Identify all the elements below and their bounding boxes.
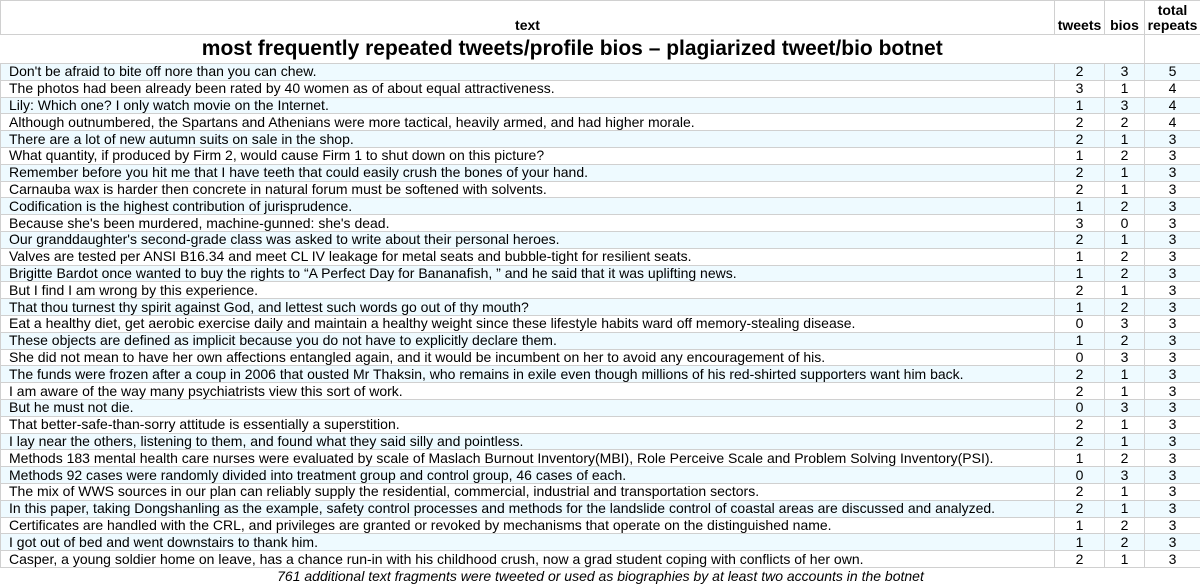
cell-bios: 3 <box>1105 467 1145 484</box>
cell-tweets: 0 <box>1055 349 1105 366</box>
cell-text: Methods 92 cases were randomly divided into treatment group and control group, 46 cases of each. <box>1 467 1055 484</box>
cell-tweets: 1 <box>1055 265 1105 282</box>
cell-tweets: 2 <box>1055 383 1105 400</box>
cell-total-repeats: 3 <box>1145 332 1200 349</box>
cell-text: In this paper, taking Dongshanling as the example, safety control processes and methods for the landslide control of coastal areas are discussed and analyzed. <box>1 500 1055 517</box>
cell-tweets: 1 <box>1055 198 1105 215</box>
cell-text: There are a lot of new autumn suits on sale in the shop. <box>1 131 1055 148</box>
cell-total-repeats: 4 <box>1145 97 1200 114</box>
cell-total-repeats: 3 <box>1145 164 1200 181</box>
cell-tweets: 2 <box>1055 64 1105 81</box>
table-row <box>1 483 1200 500</box>
table-title: most frequently repeated tweets/profile bios – plagiarized tweet/bio botnet <box>1 35 1145 64</box>
cell-tweets: 2 <box>1055 131 1105 148</box>
cell-text: Certificates are handled with the CRL, and privileges are granted or revoked by mechanisms that operate on the distinguished name. <box>1 517 1055 534</box>
cell-tweets: 2 <box>1055 231 1105 248</box>
cell-text: Casper, a young soldier home on leave, has a chance run-in with his childhood crush, now a grad student coping with conflicts of her own. <box>1 551 1055 568</box>
cell-text: That better-safe-than-sorry attitude is essentially a superstition. <box>1 416 1055 433</box>
table-row <box>1 366 1200 383</box>
table-row <box>1 231 1200 248</box>
cell-text: The photos had been already been rated by 40 women as of about equal attractiveness. <box>1 80 1055 97</box>
cell-total-repeats: 3 <box>1145 315 1200 332</box>
cell-text: Don't be afraid to bite off nore than you can chew. <box>1 64 1055 81</box>
table-row <box>1 450 1200 467</box>
cell-tweets: 0 <box>1055 315 1105 332</box>
cell-tweets: 0 <box>1055 467 1105 484</box>
cell-total-repeats: 3 <box>1145 198 1200 215</box>
table-row <box>1 97 1200 114</box>
cell-bios: 2 <box>1105 332 1145 349</box>
cell-bios: 2 <box>1105 265 1145 282</box>
cell-bios: 2 <box>1105 198 1145 215</box>
cell-total-repeats: 3 <box>1145 534 1200 551</box>
cell-total-repeats: 3 <box>1145 467 1200 484</box>
table-row <box>1 265 1200 282</box>
cell-bios: 3 <box>1105 315 1145 332</box>
cell-text: She did not mean to have her own affections entangled again, and it would be incumbent on her to avoid any encouragement of his. <box>1 349 1055 366</box>
cell-bios: 2 <box>1105 248 1145 265</box>
cell-text: Eat a healthy diet, get aerobic exercise daily and maintain a healthy weight since these lifestyle habits ward off memory-stealing disease. <box>1 315 1055 332</box>
cell-tweets: 1 <box>1055 332 1105 349</box>
cell-bios: 2 <box>1105 517 1145 534</box>
cell-bios: 2 <box>1105 147 1145 164</box>
table-row <box>1 315 1200 332</box>
title-spacer <box>1145 35 1200 64</box>
cell-total-repeats: 3 <box>1145 517 1200 534</box>
table-row <box>1 551 1200 568</box>
cell-tweets: 1 <box>1055 97 1105 114</box>
cell-bios: 1 <box>1105 282 1145 299</box>
cell-tweets: 2 <box>1055 181 1105 198</box>
cell-text: These objects are defined as implicit because you do not have to explicitly declare them. <box>1 332 1055 349</box>
cell-bios: 1 <box>1105 483 1145 500</box>
cell-bios: 1 <box>1105 80 1145 97</box>
cell-text: The funds were frozen after a coup in 2006 that ousted Mr Thaksin, who remains in exile even though millions of his red-shirted supporters want him back. <box>1 366 1055 383</box>
table-row <box>1 517 1200 534</box>
cell-tweets: 1 <box>1055 450 1105 467</box>
cell-text: But I find I am wrong by this experience. <box>1 282 1055 299</box>
cell-total-repeats: 3 <box>1145 500 1200 517</box>
cell-total-repeats: 3 <box>1145 551 1200 568</box>
cell-total-repeats: 3 <box>1145 416 1200 433</box>
cell-bios: 1 <box>1105 500 1145 517</box>
cell-bios: 1 <box>1105 231 1145 248</box>
cell-tweets: 2 <box>1055 366 1105 383</box>
cell-tweets: 2 <box>1055 416 1105 433</box>
cell-total-repeats: 3 <box>1145 282 1200 299</box>
cell-tweets: 1 <box>1055 534 1105 551</box>
cell-tweets: 3 <box>1055 215 1105 232</box>
cell-bios: 1 <box>1105 433 1145 450</box>
cell-total-repeats: 4 <box>1145 114 1200 131</box>
cell-total-repeats: 3 <box>1145 215 1200 232</box>
cell-total-repeats: 3 <box>1145 299 1200 316</box>
cell-bios: 3 <box>1105 64 1145 81</box>
cell-text: I am aware of the way many psychiatrists view this sort of work. <box>1 383 1055 400</box>
cell-tweets: 1 <box>1055 299 1105 316</box>
column-header-total-line2: repeats <box>1148 17 1198 33</box>
table-row <box>1 416 1200 433</box>
table-body <box>1 64 1200 568</box>
cell-text: But he must not die. <box>1 399 1055 416</box>
cell-total-repeats: 3 <box>1145 399 1200 416</box>
cell-text: Brigitte Bardot once wanted to buy the rights to “A Perfect Day for Bananafish, ” and he said that it was uplifting news. <box>1 265 1055 282</box>
cell-total-repeats: 3 <box>1145 231 1200 248</box>
table-row <box>1 383 1200 400</box>
table-row <box>1 399 1200 416</box>
table-row <box>1 181 1200 198</box>
cell-tweets: 1 <box>1055 517 1105 534</box>
cell-tweets: 1 <box>1055 147 1105 164</box>
cell-tweets: 2 <box>1055 114 1105 131</box>
table-row <box>1 164 1200 181</box>
cell-tweets: 2 <box>1055 433 1105 450</box>
cell-text: Codification is the highest contribution of jurisprudence. <box>1 198 1055 215</box>
cell-total-repeats: 3 <box>1145 433 1200 450</box>
cell-bios: 3 <box>1105 349 1145 366</box>
cell-total-repeats: 3 <box>1145 349 1200 366</box>
cell-text: The mix of WWS sources in our plan can reliably supply the residential, commercial, industrial and transportation sectors. <box>1 483 1055 500</box>
column-header-total-line1: total <box>1158 2 1188 18</box>
table-row <box>1 64 1200 81</box>
table-row <box>1 248 1200 265</box>
cell-total-repeats: 3 <box>1145 450 1200 467</box>
column-header-total <box>1145 1 1200 35</box>
table-row <box>1 467 1200 484</box>
cell-tweets: 2 <box>1055 500 1105 517</box>
cell-bios: 3 <box>1105 97 1145 114</box>
cell-tweets: 2 <box>1055 164 1105 181</box>
cell-bios: 0 <box>1105 215 1145 232</box>
cell-tweets: 2 <box>1055 483 1105 500</box>
cell-bios: 1 <box>1105 366 1145 383</box>
column-header-bios: bios <box>1105 1 1145 35</box>
cell-text: I got out of bed and went downstairs to thank him. <box>1 534 1055 551</box>
cell-total-repeats: 3 <box>1145 147 1200 164</box>
cell-tweets: 3 <box>1055 80 1105 97</box>
cell-text: That thou turnest thy spirit against God, and lettest such words go out of thy mouth? <box>1 299 1055 316</box>
cell-bios: 2 <box>1105 114 1145 131</box>
cell-bios: 3 <box>1105 399 1145 416</box>
table-row <box>1 131 1200 148</box>
cell-total-repeats: 3 <box>1145 131 1200 148</box>
cell-bios: 1 <box>1105 164 1145 181</box>
cell-text: I lay near the others, listening to them, and found what they said silly and pointless. <box>1 433 1055 450</box>
cell-tweets: 1 <box>1055 248 1105 265</box>
cell-total-repeats: 4 <box>1145 80 1200 97</box>
table-row <box>1 80 1200 97</box>
cell-total-repeats: 3 <box>1145 366 1200 383</box>
table-row <box>1 299 1200 316</box>
column-header-tweets: tweets <box>1055 1 1105 35</box>
table-row <box>1 114 1200 131</box>
cell-bios: 1 <box>1105 181 1145 198</box>
cell-total-repeats: 3 <box>1145 265 1200 282</box>
cell-text: Methods 183 mental health care nurses were evaluated by scale of Maslach Burnout Inventory(MBI), Role Perceive Scale and Problem Solving Inventory(PSI). <box>1 450 1055 467</box>
cell-tweets: 0 <box>1055 399 1105 416</box>
table-row <box>1 433 1200 450</box>
cell-total-repeats: 3 <box>1145 248 1200 265</box>
table-row <box>1 147 1200 164</box>
cell-bios: 2 <box>1105 299 1145 316</box>
cell-tweets: 2 <box>1055 282 1105 299</box>
column-header-text: text <box>1 1 1055 35</box>
cell-text: What quantity, if produced by Firm 2, would cause Firm 1 to shut down on this picture? <box>1 147 1055 164</box>
cell-total-repeats: 3 <box>1145 383 1200 400</box>
cell-bios: 1 <box>1105 416 1145 433</box>
cell-text: Carnauba wax is harder then concrete in natural forum must be softened with solvents. <box>1 181 1055 198</box>
table-row <box>1 198 1200 215</box>
cell-text: Our granddaughter's second-grade class was asked to write about their personal heroes. <box>1 231 1055 248</box>
cell-text: Valves are tested per ANSI B16.34 and meet CL IV leakage for metal seats and bubble-tight for resilient seats. <box>1 248 1055 265</box>
cell-total-repeats: 3 <box>1145 483 1200 500</box>
cell-bios: 1 <box>1105 383 1145 400</box>
cell-bios: 1 <box>1105 131 1145 148</box>
table-row <box>1 332 1200 349</box>
table-row <box>1 282 1200 299</box>
cell-tweets: 2 <box>1055 551 1105 568</box>
cell-bios: 2 <box>1105 450 1145 467</box>
cell-text: Lily: Which one? I only watch movie on the Internet. <box>1 97 1055 114</box>
table-row <box>1 215 1200 232</box>
table-footer-note: 761 additional text fragments were tweeted or used as biographies by at least two accounts in the botnet <box>1 567 1200 585</box>
table-row <box>1 349 1200 366</box>
cell-bios: 2 <box>1105 534 1145 551</box>
table-row <box>1 534 1200 551</box>
cell-total-repeats: 5 <box>1145 64 1200 81</box>
cell-text: Because she's been murdered, machine-gunned: she's dead. <box>1 215 1055 232</box>
table-row <box>1 500 1200 517</box>
cell-text: Although outnumbered, the Spartans and Athenians were more tactical, heavily armed, and had higher morale. <box>1 114 1055 131</box>
cell-bios: 1 <box>1105 551 1145 568</box>
cell-text: Remember before you hit me that I have teeth that could easily crush the bones of your hand. <box>1 164 1055 181</box>
cell-total-repeats: 3 <box>1145 181 1200 198</box>
